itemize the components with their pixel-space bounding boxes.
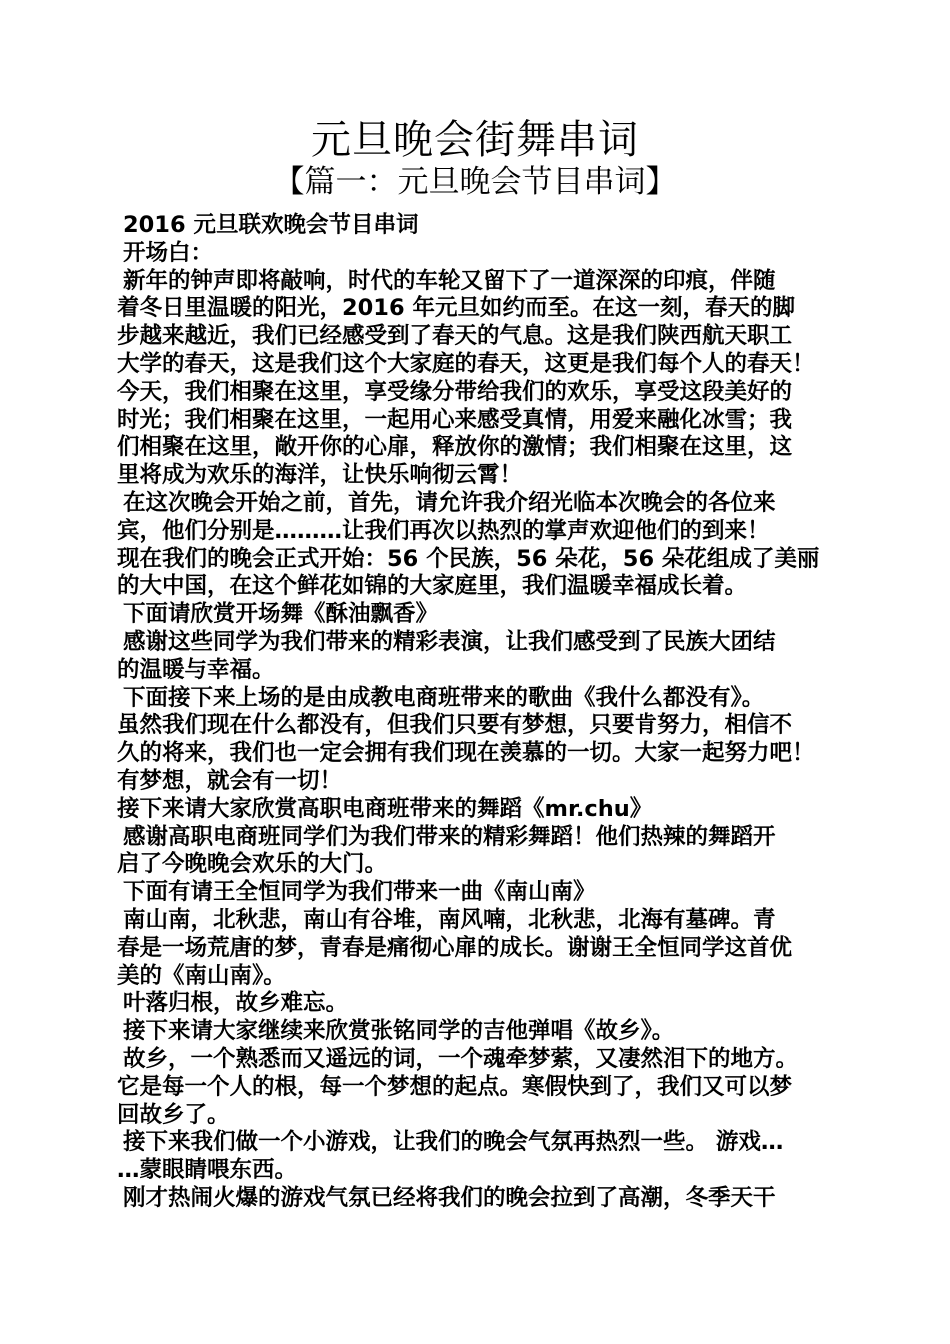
text-line: 虽然我们现在什么都没有，但我们只要有梦想，只要肯努力，相信不 xyxy=(117,712,793,739)
text-line: 启了今晚晚会欢乐的大门。 xyxy=(117,851,388,878)
text-line: 在这次晚会开始之前，首先，请允许我介绍光临本次晚会的各位来 xyxy=(123,489,776,516)
text-line: 现在我们的晚会正式开始：56 个民族，56 朵花，56 朵花组成了美丽 xyxy=(117,545,820,572)
text-line: 叶落归根，故乡难忘。 xyxy=(123,990,349,1017)
text-line: 接下来请大家欣赏高职电商班带来的舞蹈《mr.chu》 xyxy=(117,795,653,822)
text-line: 感谢高职电商班同学们为我们带来的精彩舞蹈！他们热辣的舞蹈开 xyxy=(123,823,776,850)
text-line: 的大中国，在这个鲜花如锦的大家庭里，我们温暖幸福成长着。 xyxy=(117,573,748,600)
text-line: 时光；我们相聚在这里，一起用心来感受真情，用爱来融化冰雪；我 xyxy=(117,406,793,433)
text-line: 们相聚在这里，敞开你的心扉，释放你的激情；我们相聚在这里，这 xyxy=(117,434,793,461)
text-line: 接下来请大家继续来欣赏张铭同学的吉他弹唱《故乡》。 xyxy=(123,1018,675,1045)
text-line: 美的《南山南》。 xyxy=(117,962,286,989)
text-line: 春是一场荒唐的梦，青春是痛彻心扉的成长。谢谢王全恒同学这首优 xyxy=(117,934,793,961)
text-line: 久的将来，我们也一定会拥有我们现在羡慕的一切。大家一起努力吧！ xyxy=(117,740,815,767)
text-line: 着冬日里温暖的阳光，2016 年元旦如约而至。在这一刻，春天的脚 xyxy=(117,295,795,322)
text-line: 里将成为欢乐的海洋，让快乐响彻云霄！ xyxy=(117,462,523,489)
text-line: 南山南，北秋悲，南山有谷堆，南风喃，北秋悲，北海有墓碑。青 xyxy=(123,906,776,933)
text-line: 宾，他们分别是………让我们再次以热烈的掌声欢迎他们的到来！ xyxy=(117,517,770,544)
text-line: 今天，我们相聚在这里，享受缘分带给我们的欢乐，享受这段美好的 xyxy=(117,378,793,405)
text-line: 有梦想，就会有一切！ xyxy=(117,767,343,794)
text-line: 新年的钟声即将敲响，时代的车轮又留下了一道深深的印痕，伴随 xyxy=(123,267,776,294)
text-line: 接下来我们做一个小游戏，让我们的晚会气氛再热烈一些。 游戏… xyxy=(123,1129,784,1156)
text-line: 2016 元旦联欢晚会节目串词 xyxy=(123,212,419,238)
text-line: 它是每一个人的根，每一个梦想的起点。寒假快到了，我们又可以梦 xyxy=(117,1073,793,1100)
text-line: 下面接下来上场的是由成教电商班带来的歌曲《我什么都没有》。 xyxy=(123,684,765,711)
text-line: 下面有请王全恒同学为我们带来一曲《南山南》 xyxy=(123,879,596,906)
text-line: …蒙眼睛喂东西。 xyxy=(117,1157,298,1184)
text-line: 故乡，一个熟悉而又遥远的词，一个魂牵梦萦，又凄然泪下的地方。 xyxy=(123,1045,799,1072)
text-line: 大学的春天，这是我们这个大家庭的春天，这更是我们每个人的春天！ xyxy=(117,350,815,377)
text-line: 步越来越近，我们已经感受到了春天的气息。这是我们陕西航天职工 xyxy=(117,323,793,350)
text-line: 感谢这些同学为我们带来的精彩表演，让我们感受到了民族大团结 xyxy=(123,628,776,655)
document-title: 元旦晚会街舞串词 xyxy=(311,117,639,163)
document-subtitle: 【篇一：元旦晚会节目串词】 xyxy=(273,164,677,200)
text-line: 刚才热闹火爆的游戏气氛已经将我们的晚会拉到了高潮，冬季天干 xyxy=(123,1184,776,1211)
document-body xyxy=(117,212,845,1213)
text-line: 下面请欣赏开场舞《酥油飘香》 xyxy=(123,601,439,628)
text-line: 回故乡了。 xyxy=(117,1101,230,1128)
text-line: 的温暖与幸福。 xyxy=(117,656,275,683)
text-line: 开场白： xyxy=(123,239,214,266)
